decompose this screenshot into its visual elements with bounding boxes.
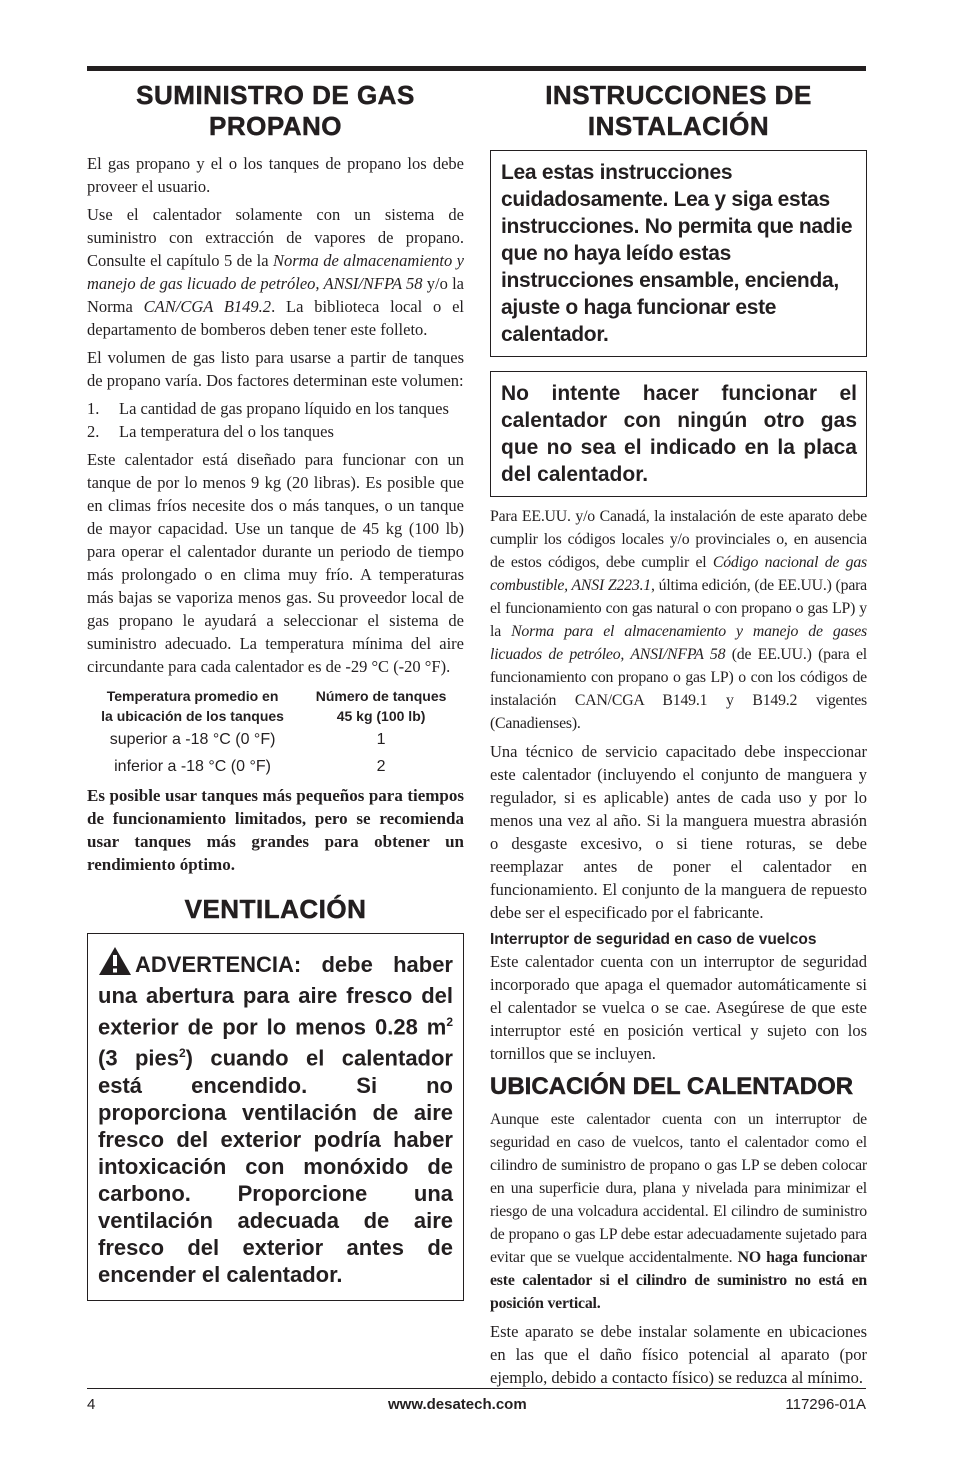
heading-ventilation: VENTILACIÓN xyxy=(184,894,367,924)
table-header-row xyxy=(87,686,464,726)
warning-triangle-icon xyxy=(98,946,132,982)
table-row xyxy=(87,726,464,753)
table-cell-count: 2 xyxy=(376,758,386,775)
paragraph-inspection: Una técnico de servicio capacitado debe inspeccionar este calentador (incluyendo el conjunto de manguera y regulador, si es aplicable) antes de cada uso y por lo menos una vez al año. Si la manguera muestra abrasión o desgaste excesivo, o si tiene roturas, se debe reemplazar antes de poner el calentador en funcionamiento. El conjunto de la manguera de repuesto debe ser el especificado por el fabricante. xyxy=(490,742,867,922)
table-cell-temperature: inferior a -18 °C (0 °F) xyxy=(114,758,271,775)
tank-table xyxy=(87,686,464,780)
factors-list xyxy=(87,397,464,443)
list-text: La temperatura del o los tanques xyxy=(119,422,334,441)
text-run: y/o la Norma xyxy=(87,274,464,316)
left-column xyxy=(87,80,464,1301)
heading-heater-location: UBICACIÓN DEL CALENTADOR xyxy=(490,1073,854,1100)
warning-text: (3 pies xyxy=(98,1045,179,1071)
warning-text: ) cuando el calentador está encendido. Si no proporciona ventilación de aire fresco del exterior podría haber intoxicación con monóxido de carbono. Proporcione una ventilación adecuada de aire fresco del exterior antes de encender el calentador. xyxy=(98,1045,453,1287)
header-line: 45 kg (100 lb) xyxy=(336,708,426,724)
warning-text: ADVERTENCIA: debe haber una abertura para aire fresco del exterior de por lo menos 0.28 m xyxy=(98,952,453,1040)
page-number: 4 xyxy=(87,1396,96,1413)
paragraph-smaller-tanks-note: Es posible usar tanques más pequeños para tiempos de funcionamiento limitados, pero se recomienda usar tanques más grandes para obtener un rendimiento óptimo. xyxy=(87,786,464,874)
paragraph-propane-user: El gas propano y el o los tanques de propano los debe proveer el usuario. xyxy=(87,154,464,196)
header-line: la ubicación de los tanques xyxy=(101,708,284,724)
table-header-tanks xyxy=(298,686,464,726)
standard-citation-nfpa: Norma de almacenamiento y manejo de gas licuado de petróleo, ANSI/NFPA 58 xyxy=(87,251,464,293)
paragraph-vapor-system xyxy=(87,203,464,341)
footer-rule xyxy=(87,1388,866,1389)
list-item xyxy=(87,397,464,420)
list-number: 2. xyxy=(87,422,100,441)
table-row xyxy=(87,753,464,780)
code-citation-nfpa: Norma para el almacenamiento y manejo de gases licuados de petróleo, ANSI/NFPA 58 xyxy=(490,623,867,663)
paragraph-tank-size: Este calentador está diseñado para funcionar con un tanque de por lo menos 9 kg (20 libras). Es posible que en climas fríos necesite dos o más tanques, o un tanque de mayor capacidad. Use un tanque de 45 kg (100 lb) para operar el calentador durante un periodo de tiempo más prolongado o en clima muy frío. A temperaturas más bajas se vaporiza menos gas. Su proveedor local de gas propano le ayudará a seleccionar el sistema de suministro adecuado. La temperatura mínima del aire circundante para cada calentador es de -29 °C (-20 °F). xyxy=(87,450,464,676)
paragraph-codes xyxy=(490,505,867,735)
text-run: Aunque este calentador cuenta con un interruptor de seguridad en caso de vuelcos, tanto el calentador como el cilindro de suministro de propano o gas LP se deben colocar en una superficie dura, plana y nivelada para minimizar el riesgo de una volcadura accidental. El cilindro de suministro de propano o gas LP debe estar adecuadamente sujetado para evitar que se vuelque accidentalmente. xyxy=(490,1111,867,1266)
list-number: 1. xyxy=(87,399,100,418)
text-run: Para EE.UU. y/o Canadá, la instalación de este aparato debe cumplir los códigos locales y/o provinciales o, en ausencia de estos códigos, debe cumplir el xyxy=(490,508,867,571)
subheading-tip-switch: Interruptor de seguridad en caso de vuelcos xyxy=(490,931,817,948)
top-rule xyxy=(87,66,866,71)
text-run: (de EE.UU.) (para el funcionamiento con propano o gas LP) o con los códigos de instalación CAN/CGA B149.1 y B149.2 vigentes (Canadienses). xyxy=(490,646,868,732)
paragraph-level-surface xyxy=(490,1108,867,1315)
ventilation-warning-box xyxy=(87,933,464,1301)
table-cell-count: 1 xyxy=(376,731,386,748)
table-header-temperature xyxy=(87,686,298,726)
list-item xyxy=(87,420,464,443)
code-citation-ansi: Código nacional de gas combustible, ANSI Z223.1 xyxy=(490,554,867,594)
paragraph-gas-volume: El volumen de gas listo para usarse a partir de tanques de propano varía. Dos factores determinan este volumen: xyxy=(87,348,464,390)
bold-warning-text: NO haga funcionar este calentador si el cilindro de suministro no está en posición vertical. xyxy=(490,1249,867,1312)
text-run: , última edición, (de EE.UU.) (para el funcionamiento con gas natural o con propano o gas LP) y la xyxy=(490,577,867,640)
gas-type-warning-box: No intente hacer funcionar el calentador con ningún otro gas que no sea el indicado en la placa del calentador. xyxy=(490,371,867,497)
table-cell-temperature: superior a -18 °C (0 °F) xyxy=(109,731,276,748)
superscript: 2 xyxy=(446,1015,453,1029)
heading-installation: INSTRUCCIONES DE INSTALACIÓN xyxy=(545,80,812,141)
right-column xyxy=(490,80,867,1394)
header-line: Número de tanques xyxy=(315,688,447,704)
paragraph-tip-switch: Este calentador cuenta con un interruptor de seguridad incorporado que apaga el quemador automáticamente si el calentador se vuelca o se cae. Asegúrese de que este interruptor esté en posición vertical y sujeto con los tornillos que se incluyen. xyxy=(490,952,867,1063)
header-line: Temperatura promedio en xyxy=(106,688,279,704)
paragraph-installation-location: Este aparato se debe instalar solamente en ubicaciones en las que el daño físico potencial al aparato (por ejemplo, debido a contacto físico) se reduzca al mínimo. xyxy=(490,1322,867,1387)
read-instructions-box: Lea estas instrucciones cuidadosamente. Lea y siga estas instrucciones. No permita que nadie que no haya leído estas instrucciones ensamble, encienda, ajuste o haga funcionar este calentador. xyxy=(490,150,867,357)
footer-doc-number: 117296-01A xyxy=(785,1396,866,1413)
heading-propane-supply: SUMINISTRO DE GAS PROPANO xyxy=(136,80,415,141)
text-run: . La biblioteca local o el departamento de bomberos deben tener este folleto. xyxy=(87,297,464,339)
superscript: 2 xyxy=(178,1046,186,1061)
text-run: Use el calentador solamente con un sistema de suministro con extracción de vapores de propano. Consulte el capítulo 5 de la xyxy=(87,205,464,270)
standard-citation-cga: CAN/CGA B149.2 xyxy=(143,297,272,316)
footer-website: www.desatech.com xyxy=(388,1396,527,1413)
list-text: La cantidad de gas propano líquido en los tanques xyxy=(119,399,449,418)
